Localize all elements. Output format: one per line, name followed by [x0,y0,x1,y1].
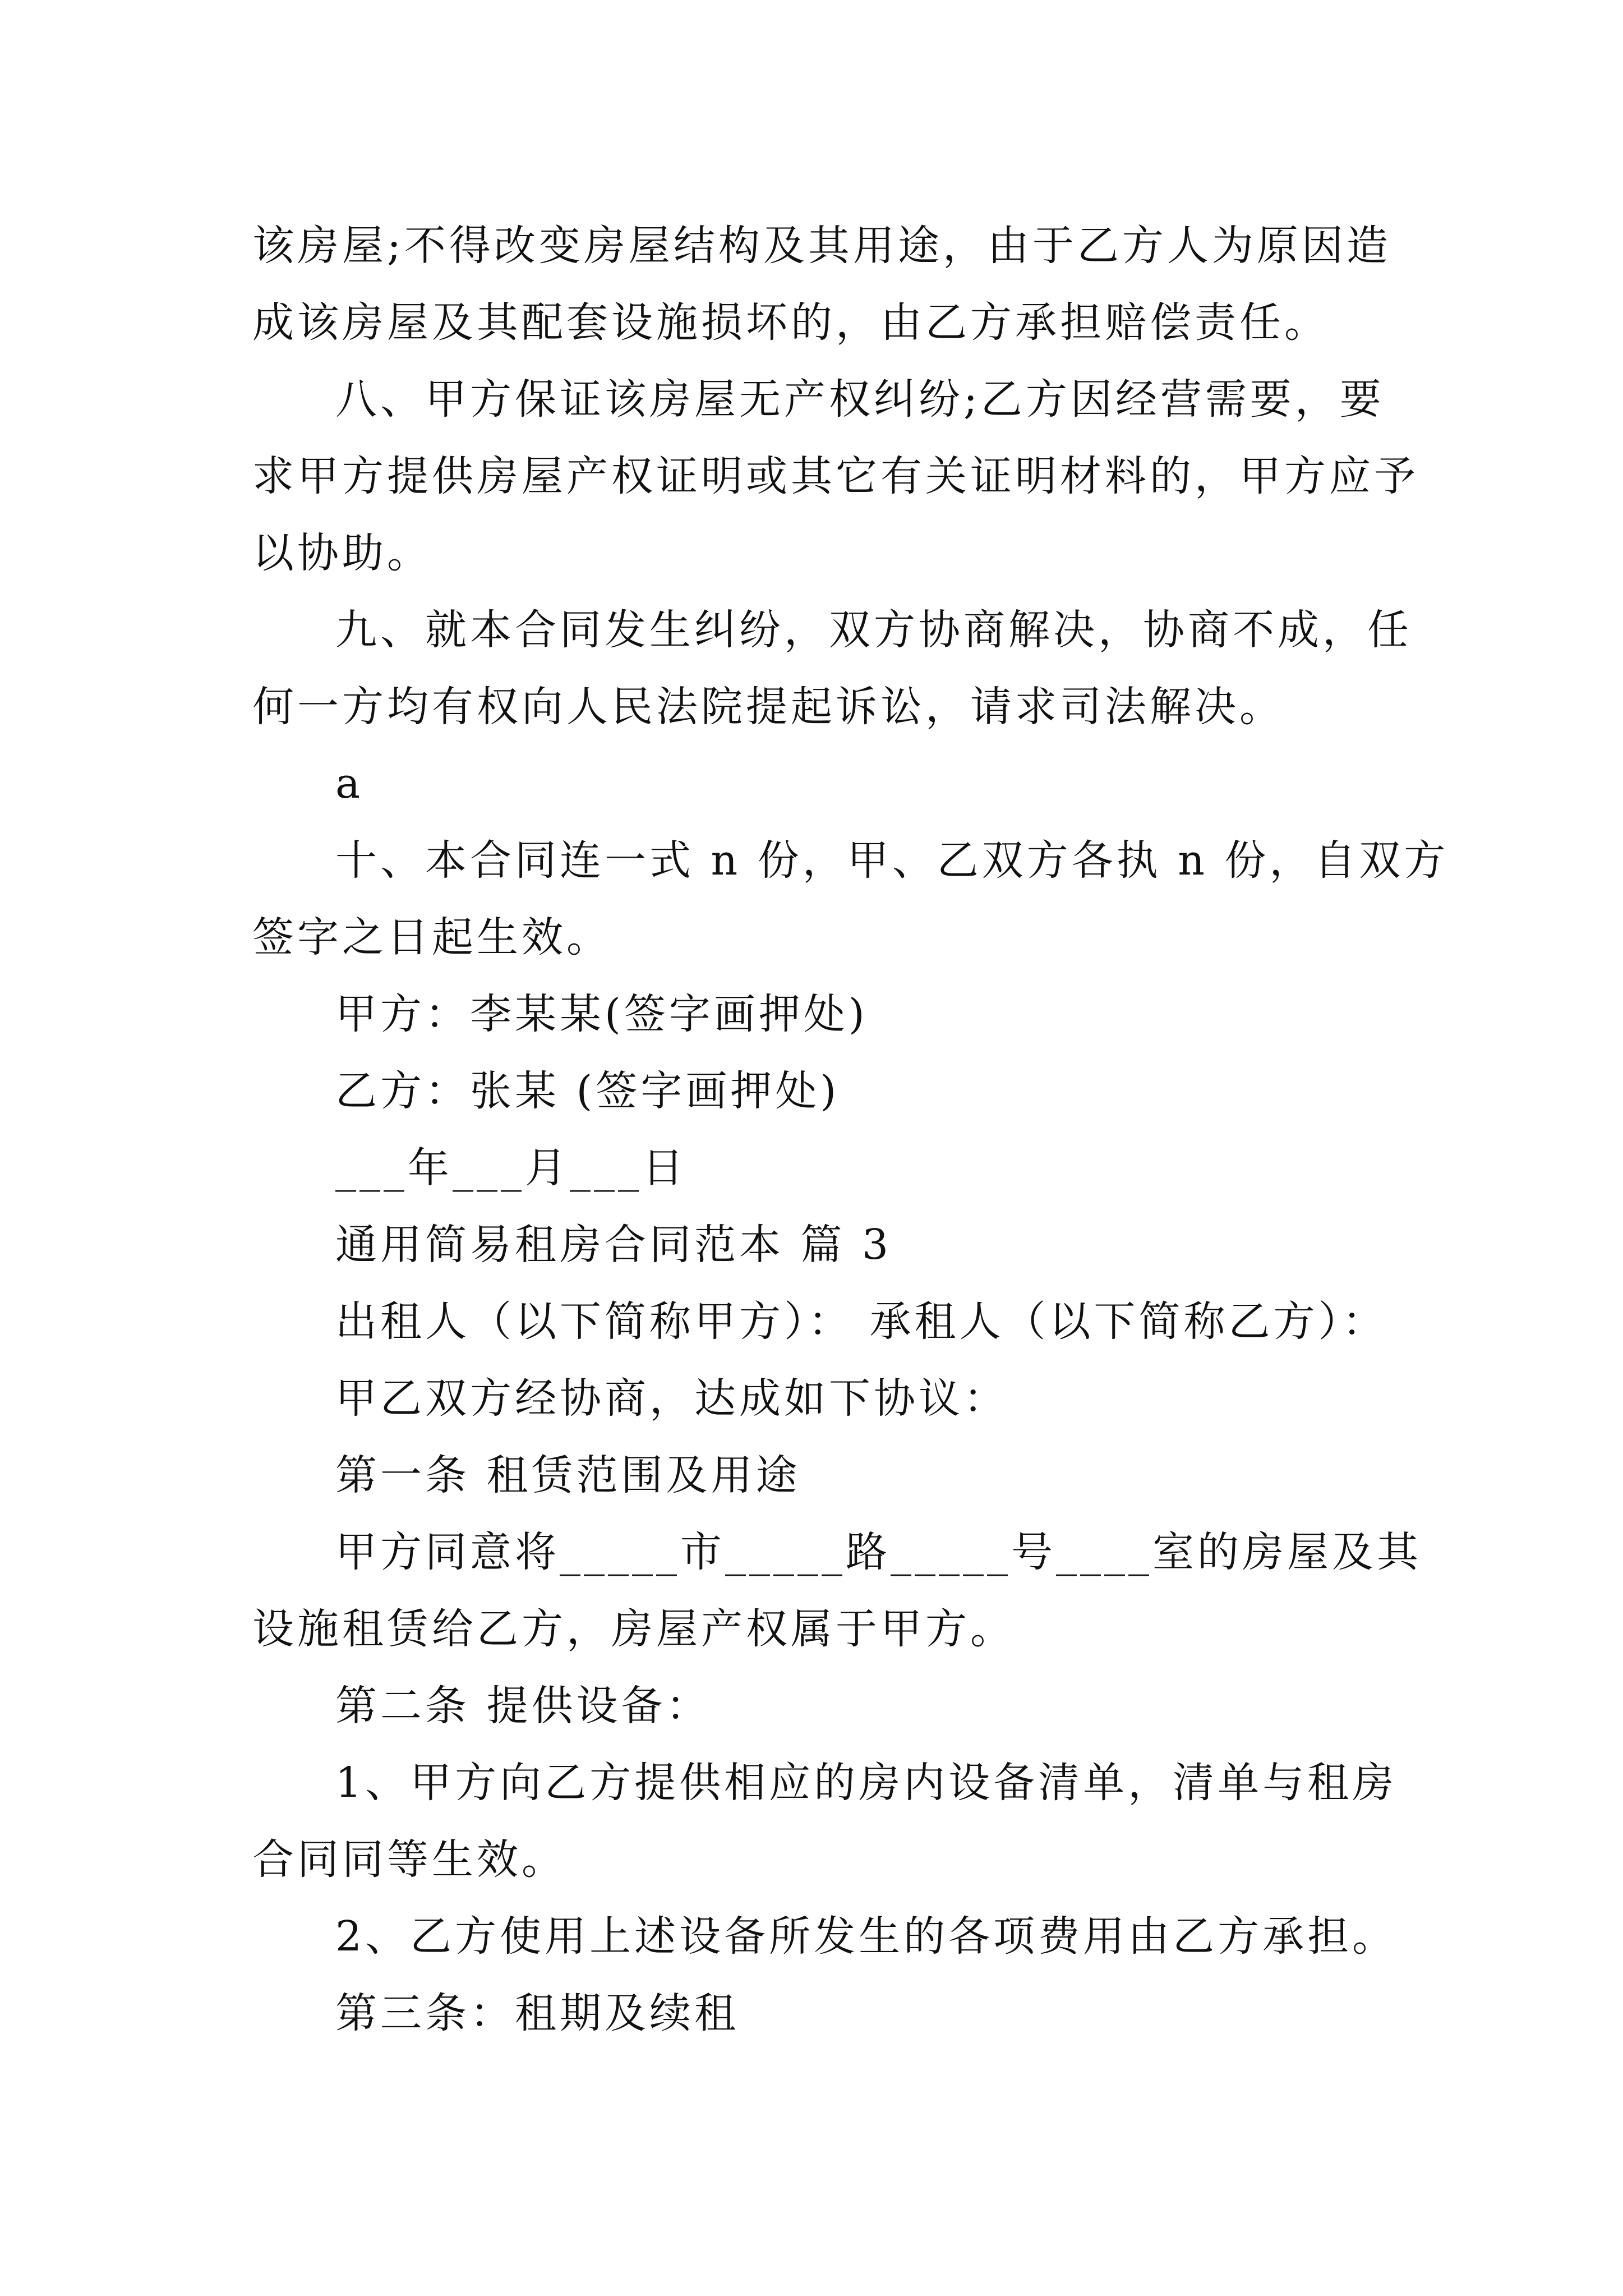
text-line: 1、甲方向乙方提供相应的房内设备清单，清单与租房 [335,1759,1398,1807]
text-line: 出租人（以下简称甲方）： 承租人（以下简称乙方）： [335,1297,1387,1346]
agreement-intro [252,1360,1385,1437]
text-line: 成该房屋及其配套设施损坏的，由乙方承担赔偿责任。 [252,298,1329,347]
text-line: 第一条 租赁范围及用途 [335,1451,801,1499]
article-2-item-2 [252,1898,1398,1975]
text-line: 通用简易租房合同范本 篇 3 [335,1221,892,1269]
text-line: 设施租赁给乙方，房屋产权属于甲方。 [252,1605,1015,1653]
text-line: 甲方：李某某(签字画押处) [335,990,868,1038]
paragraph-p2 [252,361,1419,592]
text-line: 2、乙方使用上述设备所发生的各项费用由乙方承担。 [335,1912,1398,1961]
text-line: 何一方均有权向人民法院提起诉讼，请求司法解决。 [252,683,1284,731]
parties-line [252,1283,1385,1360]
text-line: 第三条：租期及续租 [335,1989,739,2037]
text-line: 九、就本合同发生纠纷，双方协商解决，协商不成，任 [335,606,1412,654]
text-line: a [335,760,364,808]
text-line: 合同同等生效。 [252,1835,566,1884]
date-line [252,1130,1385,1207]
text-line: 乙方：张某 (签字画押处) [335,1067,840,1115]
signature-party-b [252,1053,1385,1130]
paragraph-p3 [252,592,1412,746]
text-line: 签字之日起生效。 [252,913,611,961]
article-2-item-1 [252,1745,1398,1898]
article-3-heading [252,1975,1385,2052]
document-body [252,208,1449,2052]
paragraph-p4 [252,746,1385,822]
signature-party-a [252,976,1385,1053]
text-line: ___年___月___日 [335,1144,687,1192]
paragraph-p1 [252,208,1391,361]
text-line: 甲乙双方经协商，达成如下协议： [335,1374,1008,1423]
text-line: 甲方同意将_____市_____路_____号____室的房屋及其 [335,1528,1422,1576]
text-line: 第二条 提供设备： [335,1682,711,1730]
text-line: 八、甲方保证该房屋无产权纠纷;乙方因经营需要，要 [335,375,1385,424]
article-1-heading [252,1437,1385,1514]
section-title [252,1207,1385,1283]
article-1-body [252,1514,1422,1668]
text-line: 以协助。 [252,529,432,577]
text-line: 该房屋;不得改变房屋结构及其用途，由于乙方人为原因造 [252,222,1391,270]
text-line: 求甲方提供房屋产权证明或其它有关证明材料的，甲方应予 [252,452,1419,500]
text-line: 十、本合同连一式 n 份，甲、乙双方各执 n 份，自双方 [335,836,1449,885]
article-2-heading [252,1668,1385,1745]
paragraph-p5 [252,822,1449,976]
